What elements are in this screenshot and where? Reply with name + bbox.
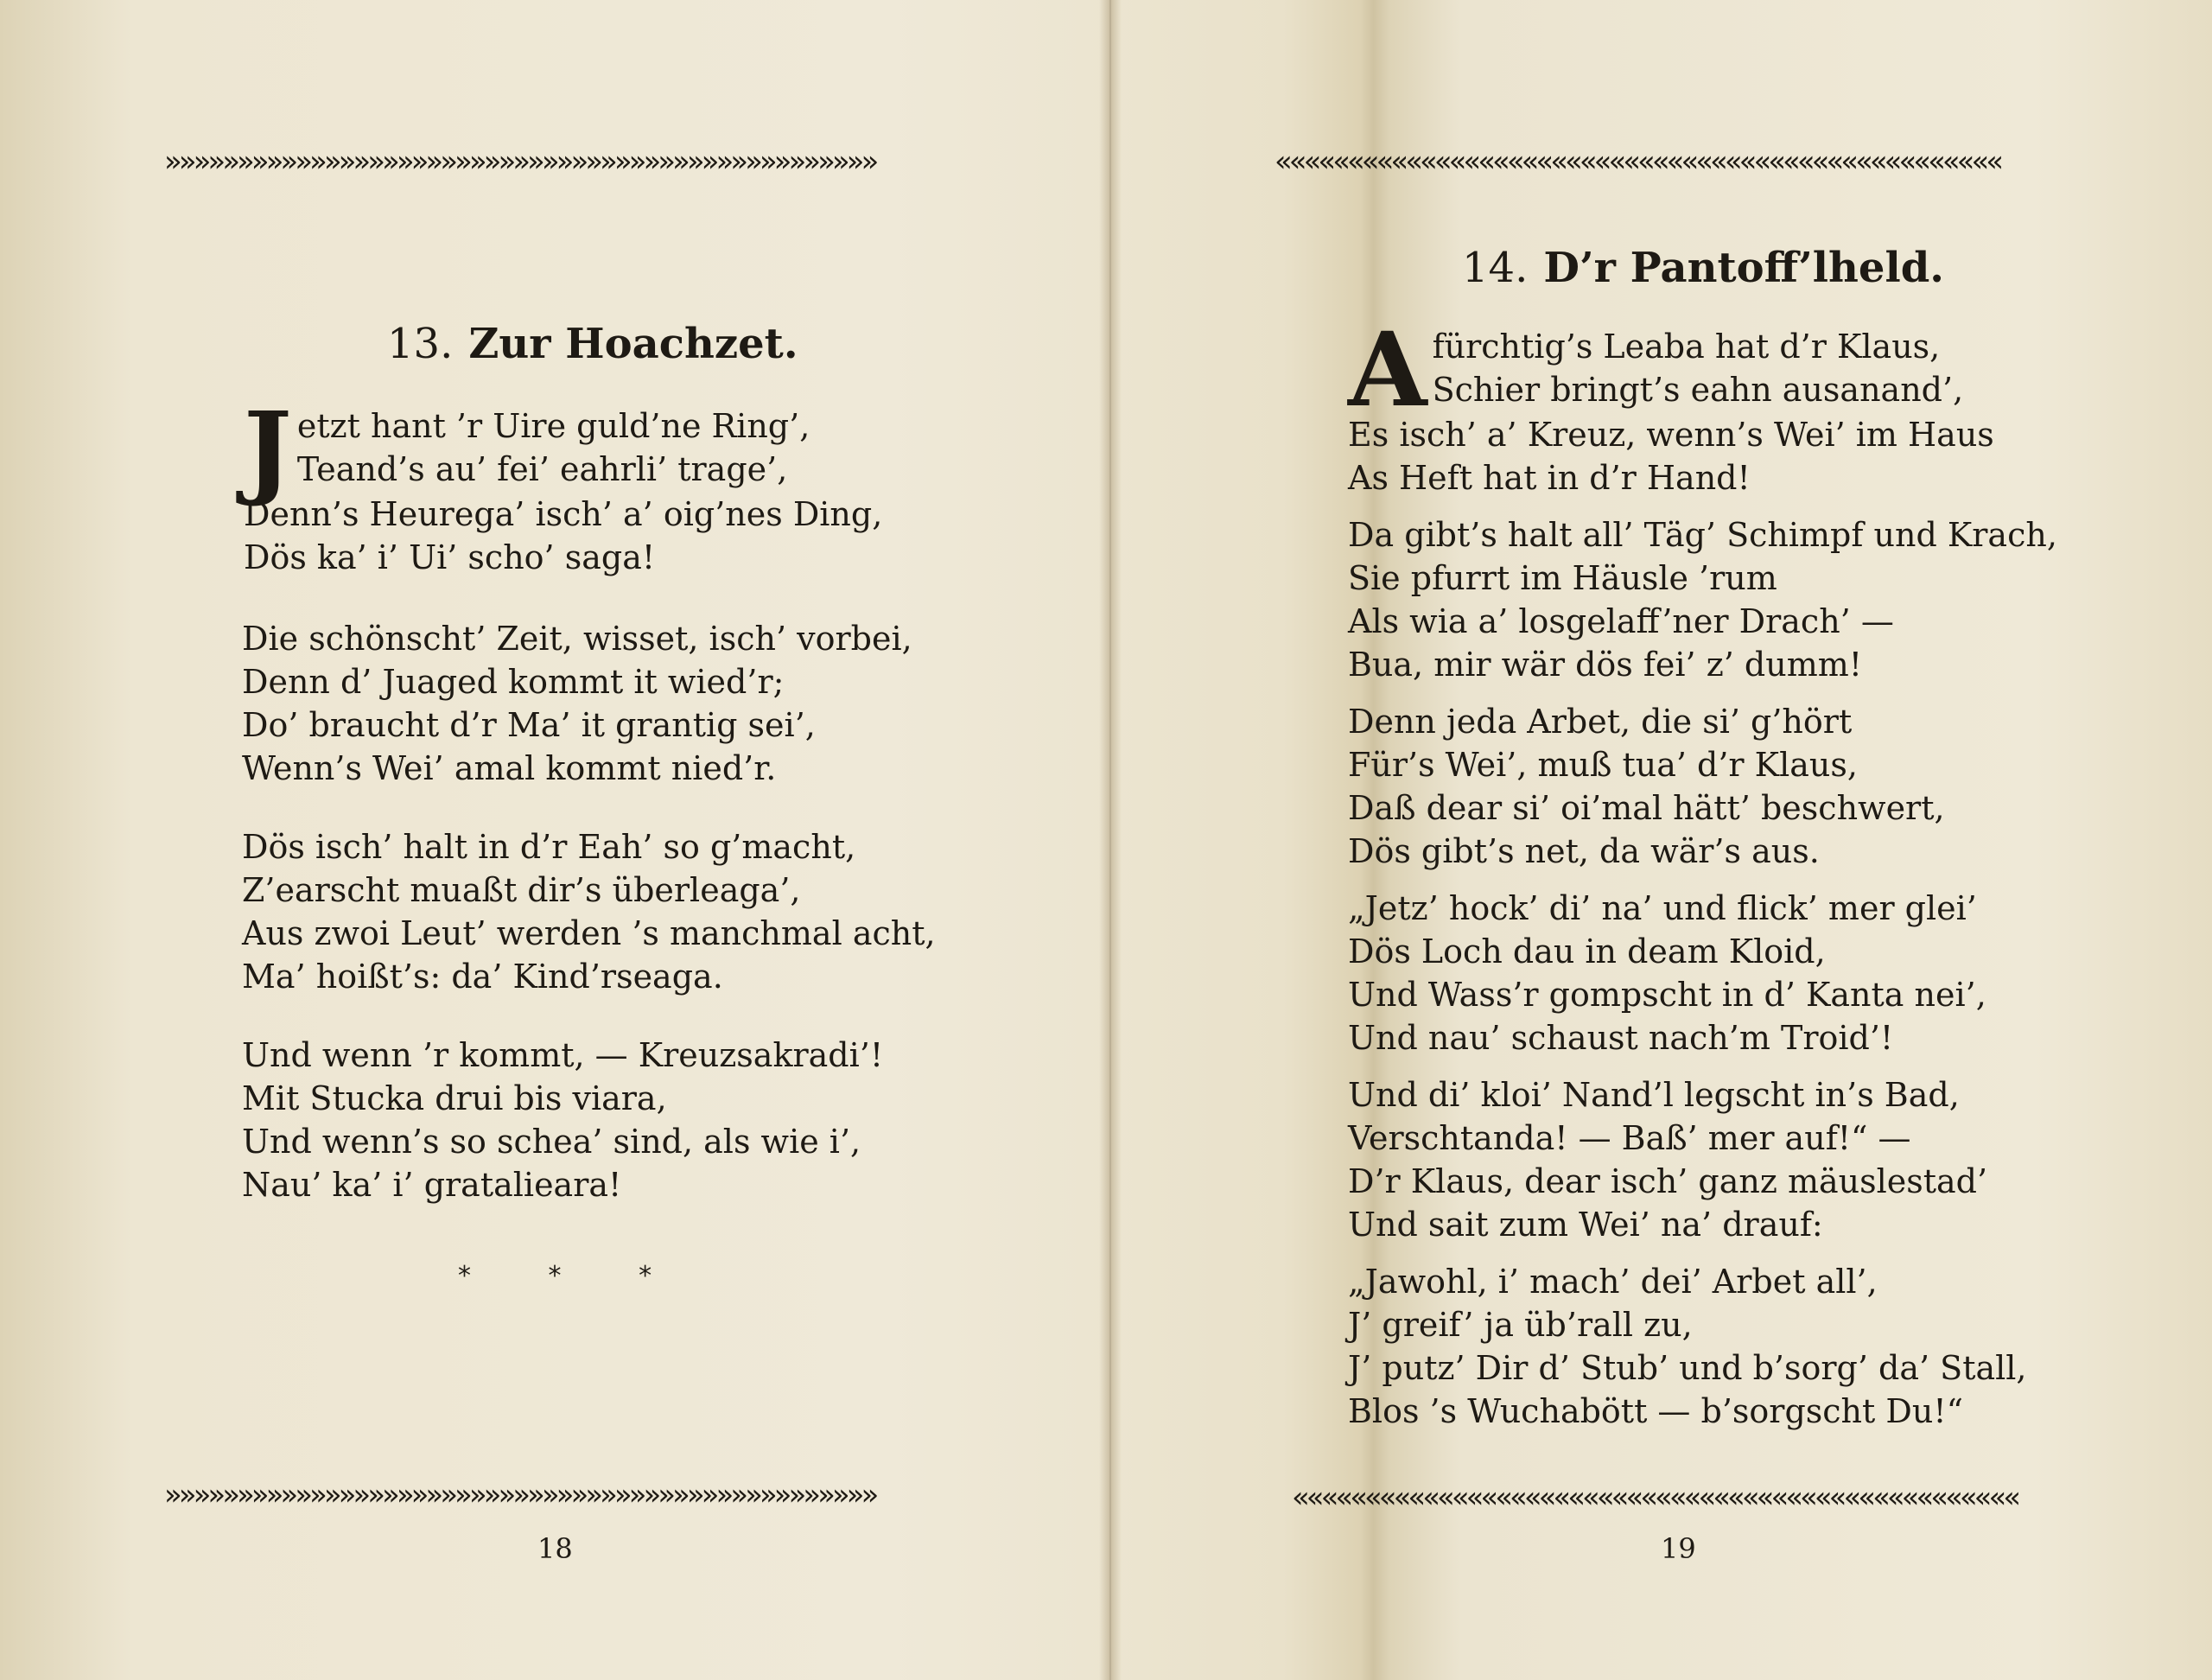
right-ornament-bottom: «««««««««««««««««««««««««««««««««««««««««««««««««« <box>1292 1483 2018 1512</box>
right-stanza-6 <box>1348 1260 2027 1433</box>
poem-line: Dös gibt’s net, da wär’s aus. <box>1348 832 1820 870</box>
poem-line: Und nau’ schaust nach’m Troid’! <box>1348 1019 1894 1057</box>
right-poem-title <box>1462 242 1944 294</box>
poem-line: Es isch’ a’ Kreuz, wenn’s Wei’ im Haus <box>1348 416 1994 454</box>
left-page-number: 18 <box>537 1532 573 1565</box>
left-poem-number: 13. <box>387 320 454 368</box>
left-poem-title <box>387 318 798 370</box>
right-poem-number: 14. <box>1462 244 1529 292</box>
left-stanza-4 <box>242 1034 883 1206</box>
right-stanza-5 <box>1348 1073 1987 1246</box>
poem-line: Mit Stucka drui bis viara, <box>242 1079 667 1117</box>
poem-line: Dös isch’ halt in d’r Eah’ so g’macht, <box>242 828 856 866</box>
poem-line: J’ greif’ ja üb’rall zu, <box>1348 1306 1693 1344</box>
poem-line: Denn d’ Juaged kommt it wied’r; <box>242 663 785 701</box>
poem-line: Nau’ ka’ i’ gratalieara! <box>242 1166 622 1204</box>
poem-line: Z’earscht muaßt dir’s überleaga’, <box>242 871 801 909</box>
poem-line: Die schönscht’ Zeit, wisset, isch’ vorbei, <box>242 620 912 658</box>
poem-line: Dös ka’ i’ Ui’ scho’ saga! <box>244 538 656 576</box>
poem-line: Und Wass’r gompscht in d’ Kanta nei’, <box>1348 976 1986 1014</box>
poem-line: Wenn’s Wei’ amal kommt nied’r. <box>242 749 777 787</box>
left-stanza-2 <box>242 617 912 790</box>
left-poem-title-text: Zur Hoachzet. <box>468 320 798 368</box>
poem-line: Denn’s Heurega’ isch’ a’ oig’nes Ding, <box>244 495 883 533</box>
poem-line: Bua, mir wär dös fei’ z’ dumm! <box>1348 646 1863 684</box>
poem-line: Teand’s au’ fei’ eahrli’ trage’, <box>296 450 788 488</box>
poem-line: As Heft hat in d’r Hand! <box>1348 459 1751 497</box>
right-poem-title-text: D’r Pantoff’lheld. <box>1543 244 1944 292</box>
poem-line: Ma’ hoißt’s: da’ Kind’rseaga. <box>242 958 723 996</box>
poem-line: etzt hant ’r Uire guld’ne Ring’, <box>296 407 810 445</box>
poem-line: Da gibt’s halt all’ Täg’ Schimpf und Krach, <box>1348 516 2057 554</box>
right-drop-cap: A <box>1348 309 1427 430</box>
right-page <box>1115 0 2212 1680</box>
poem-line: Als wia a’ losgelaff’ner Drach’ — <box>1348 602 1894 640</box>
poem-line: J’ putz’ Dir d’ Stub’ und b’sorg’ da’ Stall, <box>1348 1349 2027 1387</box>
poem-line: Und wenn’s so schea’ sind, als wie i’, <box>242 1123 861 1161</box>
poem-line: „Jetz’ hock’ di’ na’ und flick’ mer glei’ <box>1348 889 1977 927</box>
poem-line: Blos ’s Wuchabött — b’sorgscht Du!“ <box>1348 1392 1964 1430</box>
right-stanza-3 <box>1348 700 1945 873</box>
left-stanza-3 <box>242 825 936 998</box>
poem-line: Schier bringt’s eahn ausanand’, <box>1432 371 1964 409</box>
poem-line: Dös Loch dau in deam Kloid, <box>1348 932 1826 970</box>
right-stanza-2 <box>1348 513 2057 686</box>
right-ornament-top: «««««««««««««««««««««««««««««««««««««««««««««««««« <box>1274 147 2001 176</box>
poem-line: D’r Klaus, dear isch’ ganz mäuslestad’ <box>1348 1162 1988 1200</box>
left-drop-cap: J <box>244 389 292 509</box>
poem-line: Und di’ kloi’ Nand’l legscht in’s Bad, <box>1348 1076 1960 1114</box>
poem-line: Daß dear si’ oi’mal hätt’ beschwert, <box>1348 789 1945 827</box>
left-ornament-bottom: »»»»»»»»»»»»»»»»»»»»»»»»»»»»»»»»»»»»»»»»»»»»»»»»» <box>164 1480 876 1510</box>
poem-line: „Jawohl, i’ mach’ dei’ Arbet all’, <box>1348 1263 1878 1301</box>
poem-line: fürchtig’s Leaba hat d’r Klaus, <box>1432 328 1941 366</box>
poem-line: Und sait zum Wei’ na’ drauf: <box>1348 1206 1823 1244</box>
poem-line: Verschtanda! — Baß’ mer auf!“ — <box>1348 1119 1911 1157</box>
right-page-number: 19 <box>1661 1532 1696 1565</box>
poem-line: Denn jeda Arbet, die si’ g’hört <box>1348 703 1853 741</box>
poem-line: Do’ braucht d’r Ma’ it grantig sei’, <box>242 706 816 744</box>
right-stanza-1 <box>1348 309 1994 500</box>
poem-line: Für’s Wei’, muß tua’ d’r Klaus, <box>1348 746 1858 784</box>
poem-line: Aus zwoi Leut’ werden ’s manchmal acht, <box>242 914 936 952</box>
right-stanza-4 <box>1348 887 1986 1060</box>
poem-line: Und wenn ’r kommt, — Kreuzsakradi’! <box>242 1036 884 1074</box>
section-stars: * * * <box>458 1261 687 1291</box>
poem-line: Sie pfurrt im Häusle ’rum <box>1348 559 1777 597</box>
left-ornament-top: »»»»»»»»»»»»»»»»»»»»»»»»»»»»»»»»»»»»»»»»»»»»»»»»» <box>164 147 876 176</box>
left-stanza-1 <box>244 389 883 579</box>
